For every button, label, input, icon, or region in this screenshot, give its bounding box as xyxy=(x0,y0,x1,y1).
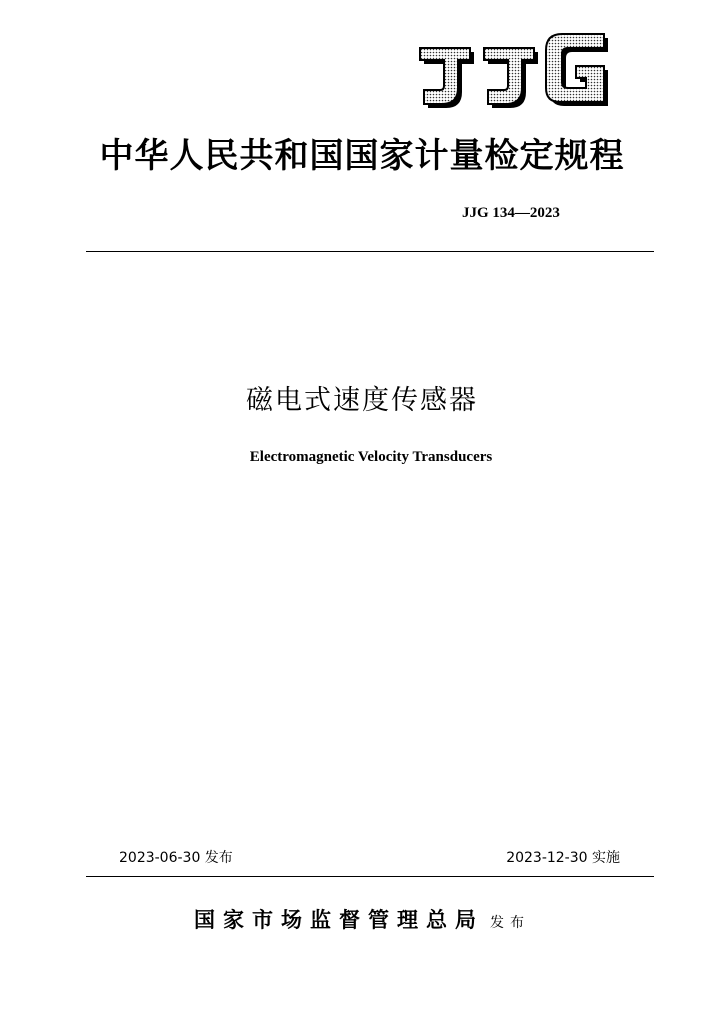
regulation-series-title: 中华人民共和国国家计量检定规程 xyxy=(99,136,625,176)
top-divider xyxy=(86,251,654,252)
publisher-suffix: 发布 xyxy=(490,915,530,931)
standard-number: JJG 134—2023 xyxy=(462,205,560,221)
publisher-line xyxy=(0,905,724,938)
implementation-date: 2023-12-30 实施 xyxy=(506,850,620,866)
logo-letter-j-1 xyxy=(420,48,474,108)
issue-date: 2023-06-30 发布 xyxy=(119,850,233,866)
document-title-en: Electromagnetic Velocity Transducers xyxy=(249,449,493,465)
logo-letter-g xyxy=(546,34,608,106)
bottom-divider xyxy=(86,876,654,877)
jjg-logo xyxy=(414,30,614,110)
document-title-cn: 磁电式速度传感器 xyxy=(246,385,478,416)
publisher-name: 国家市场监督管理总局 xyxy=(194,907,484,932)
logo-letter-j-2 xyxy=(484,48,538,108)
